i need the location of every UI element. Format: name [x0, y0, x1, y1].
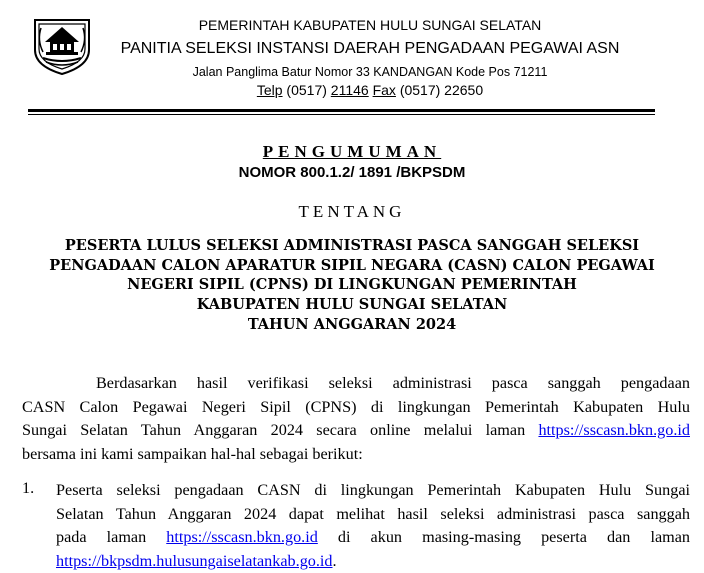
paragraph-line: Berdasarkan hasil verifikasi seleksi administrasi pasca sanggah pengadaan — [22, 372, 690, 396]
item-line-text: di akun masing-masing peserta dan laman — [318, 528, 690, 546]
announcement-heading: PENGUMUMAN — [0, 142, 704, 162]
telp-label: Telp — [257, 82, 283, 98]
letterhead-government-name: PEMERINTAH KABUPATEN HULU SUNGAI SELATAN — [120, 17, 620, 33]
title-line: KABUPATEN HULU SUNGAI SELATAN — [0, 295, 704, 315]
item-line — [56, 526, 690, 550]
telp-ext: 21146 — [331, 82, 369, 98]
telp-value: (0517) — [283, 82, 331, 98]
list-item-number: 1. — [22, 479, 34, 498]
item-line — [56, 550, 690, 573]
title-line: TAHUN ANGGARAN 2024 — [0, 315, 704, 335]
title-line: NEGERI SIPIL (CPNS) DI LINGKUNGAN PEMERINTAH — [0, 275, 704, 295]
regency-emblem-logo — [31, 14, 93, 76]
announcement-tentang: TENTANG — [0, 202, 704, 222]
letterhead-address: Jalan Panglima Batur Nomor 33 KANDANGAN Kode Pos 71211 — [120, 65, 620, 79]
item-line-text: . — [333, 552, 337, 570]
item-line: Peserta seleksi pengadaan CASN di lingkungan Pemerintah Kabupaten Hulu Sungai — [56, 479, 690, 503]
letterhead-contact — [120, 82, 620, 98]
paragraph-line: CASN Calon Pegawai Negeri Sipil (CPNS) di lingkungan Pemerintah Kabupaten Hulu — [22, 396, 690, 420]
item-line: Selatan Tahun Anggaran 2024 dapat melihat hasil seleksi administrasi pasca sanggah — [56, 503, 690, 527]
sscasn-link[interactable]: https://sscasn.bkn.go.id — [538, 421, 690, 439]
paragraph-line: bersama ini kami sampaikan hal-hal sebagai berikut: — [22, 443, 690, 467]
letterhead-rule-thick — [28, 109, 655, 112]
title-line: PENGADAAN CALON APARATUR SIPIL NEGARA (CASN) CALON PEGAWAI — [0, 256, 704, 276]
paragraph-line-text: Sungai Selatan Tahun Anggaran 2024 secara online melalui laman — [22, 421, 538, 439]
letterhead-committee-name: PANITIA SELEKSI INSTANSI DAERAH PENGADAAN PEGAWAI ASN — [120, 40, 620, 58]
bkpsdm-link[interactable]: https://bkpsdm.hulusungaiselatankab.go.id — [56, 552, 333, 570]
fax-value: (0517) 22650 — [396, 82, 483, 98]
announcement-title — [0, 236, 704, 335]
announcement-number: NOMOR 800.1.2/ 1891 /BKPSDM — [0, 164, 704, 181]
item-line-text: pada laman — [56, 528, 166, 546]
title-line: PESERTA LULUS SELEKSI ADMINISTRASI PASCA SANGGAH SELEKSI — [0, 236, 704, 256]
intro-paragraph — [22, 372, 690, 466]
sscasn-link-item[interactable]: https://sscasn.bkn.go.id — [166, 528, 318, 546]
list-item — [56, 479, 690, 573]
fax-label: Fax — [373, 82, 396, 98]
paragraph-line — [22, 419, 690, 443]
letterhead-rule-thin — [28, 114, 655, 115]
